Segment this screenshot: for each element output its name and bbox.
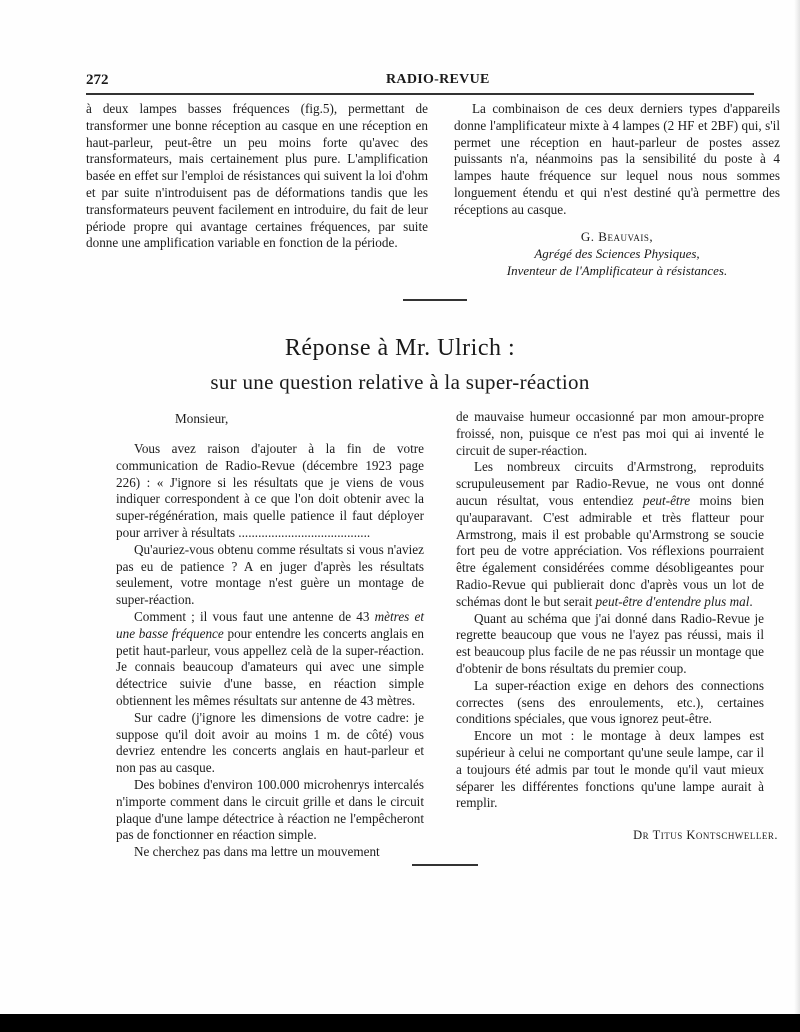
journal-title: RADIO-REVUE [386, 72, 490, 87]
article-right-column [456, 409, 764, 812]
page-edge-shadow [794, 0, 800, 1032]
kontschweller-signature: Dr Titus Kontschweller. [633, 828, 778, 842]
previous-article-right-column [454, 101, 780, 219]
paragraph [456, 459, 764, 610]
italic-text-run: peut-être [642, 492, 691, 508]
beauvais-signature [454, 228, 780, 279]
paragraph: de mauvaise humeur occasionné par mon amour-propre froissé, non, puisque ce n'est pas moi qui ai inventé le circuit de super-réaction. [456, 409, 764, 458]
paragraph: La combinaison de ces deux derniers types d'appareils donne l'amplificateur mixte à 4 lampes (2 HF et 2BF) qui, s'il permet une réception en haut-parleur de postes assez puissants n'a, néanmoins pas la sensibilité du poste à 4 lampes haute fréquence sur lequel nous nous sommes longuement étendu et qui n'est destiné qu'à permettre des réceptions au casque. [454, 101, 780, 217]
italic-text-run: peut-être d'entendre plus mal [595, 593, 750, 609]
running-head [86, 72, 786, 94]
salutation: Monsieur, [175, 411, 229, 426]
paragraph: à deux lampes basses fréquences (fig.5), permettant de transformer une bonne réception au casque en une réception en haut-parleur, peut-être un peu moins forte qu'avec des transformateurs, mais certainement plus pure. L'amplification basée en effet sur l'emploi de résistances qui suivent la loi d'ohm et par suite n'introduisent pas de déformations tandis que les transformateurs peuvent facilement en introduire, du fait de leur période propre qui avantage certaines fréquences, par suite donne une amplification variable en fonction de la période. [86, 101, 428, 251]
header-rule [86, 93, 754, 95]
article-left-column [116, 441, 424, 861]
text-run: Comment ; il vous faut une antenne de 43 [134, 608, 375, 624]
article-subtitle: sur une question relative à la super-réaction [210, 370, 590, 394]
end-divider [412, 864, 478, 866]
italic-text-run: mètres et une basse fréquence [116, 608, 424, 641]
paragraph: La super-réaction exige en dehors des connections correctes (sens des enroulements, etc.), certaines conditions spéciales, que vous ignorez peut-être. [456, 677, 764, 727]
paragraph: Encore un mot : le montage à deux lampes est supérieur à celui ne comportant qu'une seule lampe, car il a toujours été admis par tout le monde qu'il vaut mieux séparer les différentes fonctions qu'une lampe aurait à remplir. [456, 728, 764, 811]
paragraph: Vous avez raison d'ajouter à la fin de votre communication de Radio-Revue (décembre 1923 page 226) : « J'ignore si les résultats que je viens de vous indiquer correspondent à ce que l'on doit obtenir avec la super-régénération, mais quelle patience il faut déployer pour arriver à résultats ........................................ [116, 441, 424, 540]
signature-title: Inventeur de l'Amplificateur à résistances. [506, 263, 728, 278]
previous-article-left-column [86, 101, 428, 252]
paragraph: Ne cherchez pas dans ma lettre un mouvement [134, 844, 380, 860]
paragraph: Des bobines d'environ 100.000 microhenrys intercalés n'importe comment dans le circuit grille et dans le circuit plaque d'une lampe détectrice à réaction ne l'empêcheront pas de fonctionner en réaction simple. [116, 776, 424, 843]
signature-title: Agrégé des Sciences Physiques, [534, 246, 700, 261]
text-run: moins bien qu'auparavant. C'est admirable et très flatteur pour Armstrong, mais il est probable qu'Armstrong se soucie fort peu de votre appréciation. Vos réflexions pourraient être également considérées comme désobligeantes pour Radio-Revue qui publierait donc d'après vous un lot de schémas dont le but serait [456, 492, 764, 609]
paragraph [116, 609, 424, 710]
signature-name: G. Beauvais, [580, 229, 654, 244]
text-run: pour entendre les concerts anglais en petit haut-parleur, vous appellez celà de la super-réaction. Je connais beaucoup d'amateurs qui avec une simple détectrice suivie d'une basse, en réaction simple obtiennent les mêmes résultats sur antenne de 43 mètres. [116, 625, 424, 708]
paragraph: Qu'auriez-vous obtenu comme résultats si vous n'aviez pas eu de patience ? A en juger d'après les résultats seulement, votre montage n'est guère un montage de super-réaction. [116, 541, 424, 608]
text-run: Les nombreux circuits d'Armstrong, reproduits scrupuleusement par Radio-Revue, ne vous ont donné aucun résultat, vous entendiez [456, 459, 764, 508]
text-run: . [749, 593, 753, 609]
paragraph: Quant au schéma que j'ai donné dans Radio-Revue je regrette beaucoup que vous ne l'ayez pas réussi, mais il est beaucoup plus facile de ne pas réussir un montage que d'obtenir de bons résultats du premier coup. [456, 610, 764, 676]
article-title: Réponse à Mr. Ulrich : [284, 335, 516, 361]
scan-bottom-border [0, 1014, 800, 1032]
page-number: 272 [86, 72, 109, 88]
paragraph: Sur cadre (j'ignore les dimensions de votre cadre: je suppose qu'il doit avoir au moins 1 m. de côté) vous devriez entendre les concerts anglais en haut-parleur et non pas au casque. [116, 709, 424, 776]
section-divider [403, 299, 467, 301]
